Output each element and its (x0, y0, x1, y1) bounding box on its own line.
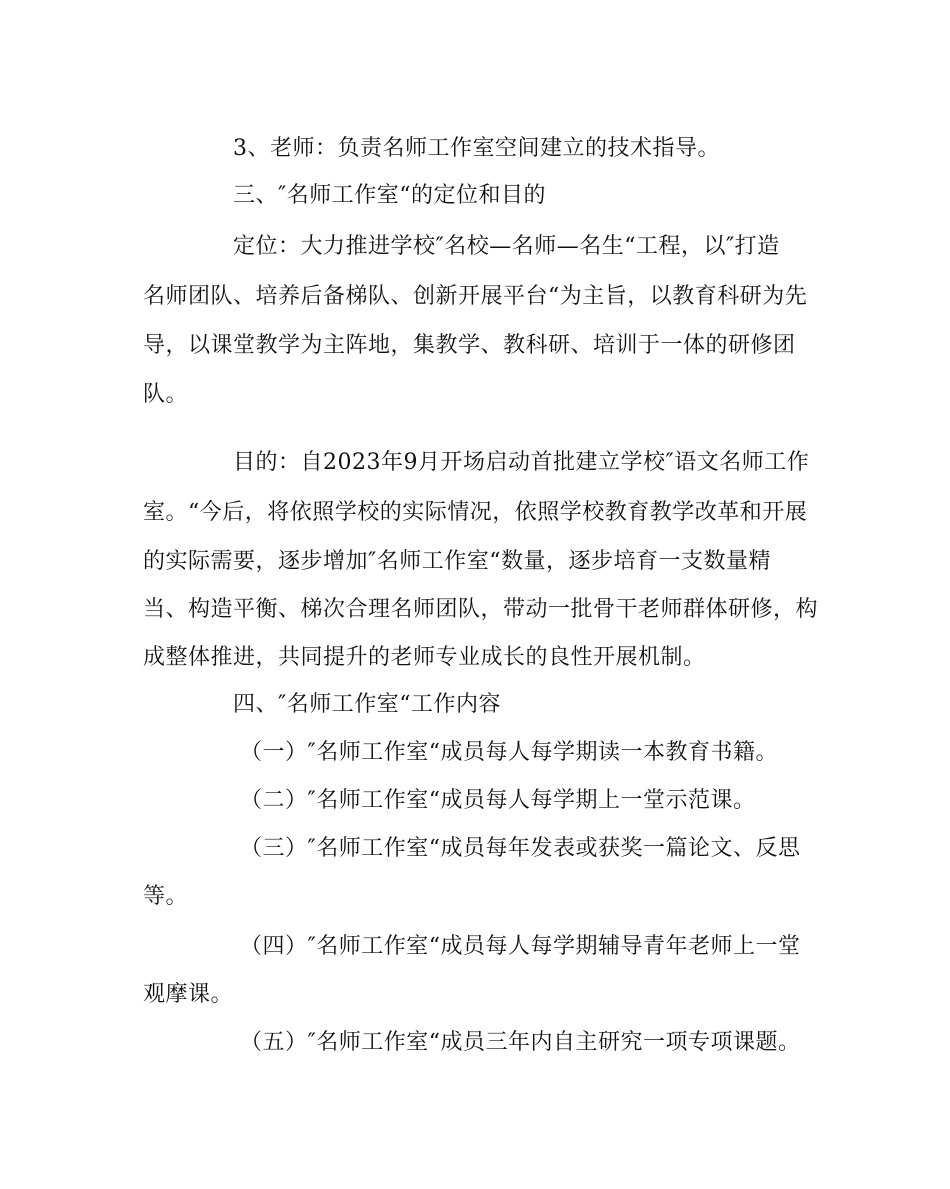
paragraph-line: 成整体推进，共同提升的老师专业成长的良性开展机制。 (143, 645, 706, 670)
paragraph-line: 定位：大力推进学校″名校—名师—名生“工程，以″打造 (233, 234, 780, 259)
paragraph-line: 的实际需要，逐步增加″名师工作室“数量，逐步培育一支数量精 (143, 549, 771, 574)
paragraph-line: 目的：自2023年9月开场启动首批建立学校″语文名师工作 (233, 450, 810, 475)
paragraph-line: 队。 (143, 382, 189, 407)
list-item-continuation: 等。 (143, 884, 189, 909)
list-item: （一）″名师工作室“成员每人每学期读一本教育书籍。 (240, 740, 778, 765)
list-item: （三）″名师工作室“成员每年发表或获奖一篇论文、反思 (240, 836, 801, 861)
list-item: （五）″名师工作室“成员三年内自主研究一项专项课题。 (240, 1030, 801, 1055)
paragraph-line: 3、老师：负责名师工作室空间建立的技术指导。 (233, 136, 720, 161)
paragraph-line: 导，以课堂教学为主阵地，集教学、教科研、培训于一体的研修团 (143, 333, 796, 358)
section-heading: 四、″名师工作室“工作内容 (233, 692, 501, 717)
list-item-continuation: 观摩课。 (143, 982, 234, 1007)
section-heading: 三、″名师工作室“的定位和目的 (233, 183, 546, 208)
list-item: （四）″名师工作室“成员每人每学期辅导青年老师上一堂 (240, 934, 801, 959)
paragraph-line: 当、构造平衡、梯次合理名师团队，带动一批骨干老师群体研修，构 (143, 597, 819, 622)
paragraph-line: 室。“今后，将依照学校的实际情况，依照学校教育教学改革和开展 (143, 500, 808, 525)
paragraph-line: 名师团队、培养后备梯队、创新开展平台“为主旨，以教育科研为先 (143, 284, 808, 309)
list-item: （二）″名师工作室“成员每人每学期上一堂示范课。 (240, 788, 756, 813)
